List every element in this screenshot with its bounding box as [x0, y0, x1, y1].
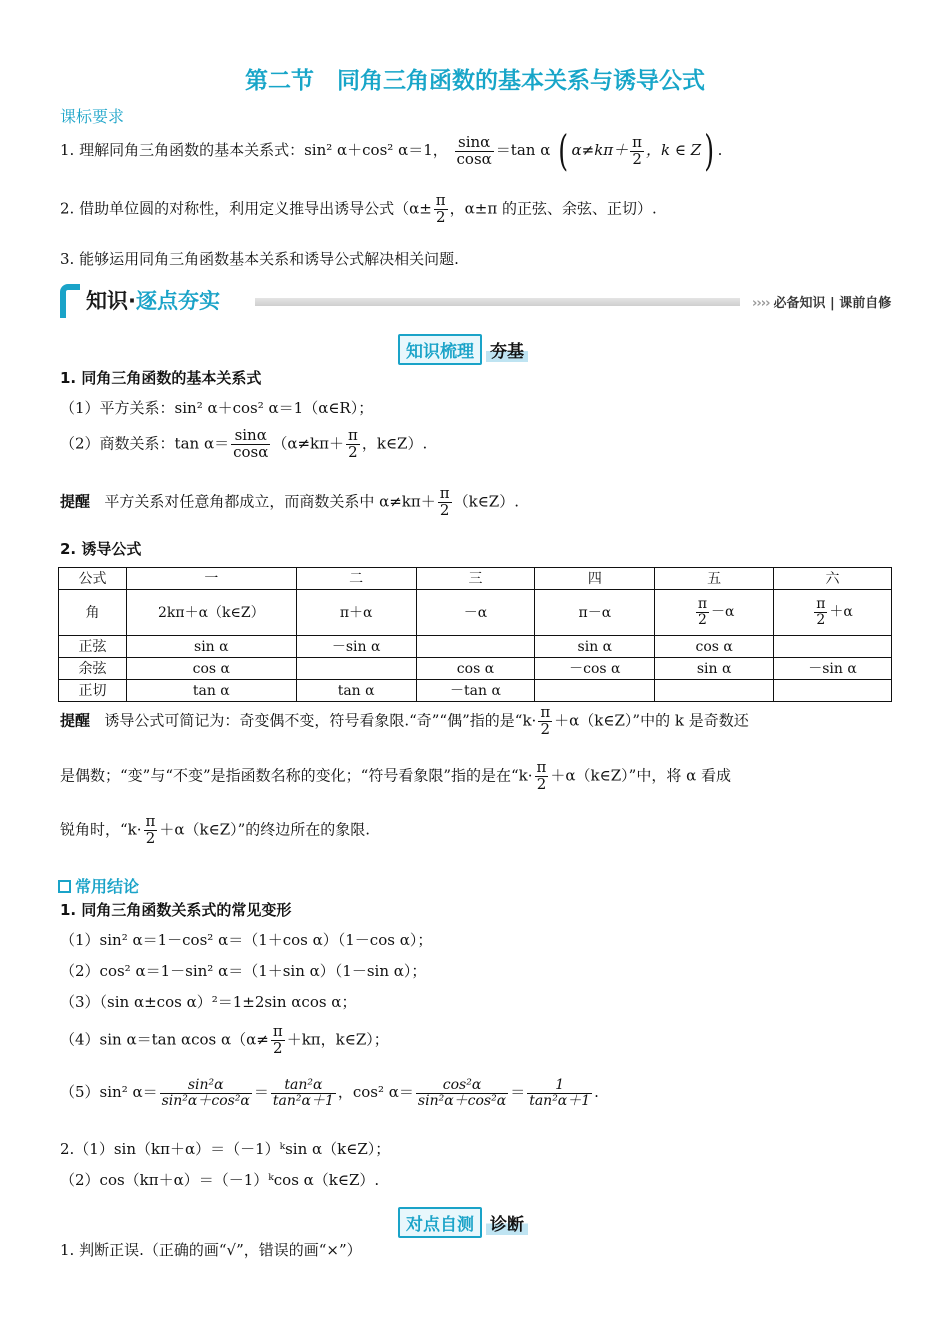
tip-1: 提醒 平方关系对任意角都成立，而商数关系中 α≠kπ＋ $\frac{\pi}{2}$ （k∈Z）.: [60, 484, 519, 519]
table-cell: 一: [126, 568, 296, 590]
table-header-row: [59, 568, 892, 590]
table-cell: 正弦: [59, 636, 127, 658]
table-cell: [774, 636, 892, 658]
section1-heading: 1. 同角三角函数的基本关系式: [60, 369, 262, 387]
sin-over-cos-fraction: $\frac{\sin\alpha}{\cos\alpha}$: [456, 132, 492, 168]
quotient-relation: （2）商数关系：tan α＝ $\frac{\sin\alpha}{\cos\alpha}$ （α≠kπ＋ $\frac{\pi}{2}$ ，k∈Z）.: [60, 426, 428, 461]
banner-bar: [255, 298, 740, 306]
common-line5: （5）sin² α＝ $\frac{\text{sin²α}}{\text{sin²α＋cos²α}}$ ＝ $\frac{\text{tan²α}}{\text{tan²α＋1}}$ ，cos² α＝ $\frac{\text{cos²α}}{\text{sin²α＋cos²α}}$ ＝ $\frac{1}{\text{tan²α＋1}}$ .: [60, 1077, 599, 1109]
page-title: 第二节 同角三角函数的基本关系与诱导公式: [245, 68, 705, 94]
table-cell: cos α: [416, 658, 535, 680]
common-line7: （2）cos（kπ＋α）＝（－1）ᵏcos α（k∈Z）.: [60, 1171, 380, 1189]
banner-right-text: ›››› 必备知识 | 课前自修: [752, 296, 892, 311]
common-line4: （4）sin α＝tan αcos α（α≠ $\frac{\pi}{2}$ ＋kπ，k∈Z）；: [60, 1022, 389, 1057]
pi-over-2-fraction: $\frac{\pi}{2}$: [435, 191, 446, 226]
tag-self-test: 对点自测 诊断: [398, 1207, 528, 1238]
question-1: 1. 判断正误.（正确的画“√”，错误的画“×”）: [60, 1241, 362, 1259]
square-relation: （1）平方关系：sin² α＋cos² α＝1（α∈R）；: [60, 399, 374, 417]
table-cell: [535, 680, 655, 702]
common-line1: （1）sin² α＝1－cos² α＝（1＋cos α）（1－cos α）；: [60, 931, 433, 949]
table-cell: π－α: [535, 590, 655, 636]
table-cell: 六: [774, 568, 892, 590]
table-cell: cos α: [126, 658, 296, 680]
table-cell: tan α: [296, 680, 416, 702]
pi-over-2-fraction: $\frac{\pi}{2}$: [632, 132, 643, 168]
common-line3: （3）（sin α±cos α）²＝1±2sin αcos α；: [60, 993, 357, 1011]
table-cell: cos α: [655, 636, 774, 658]
table-cell: 四: [535, 568, 655, 590]
table-row-sin: [59, 636, 892, 658]
table-cell: 二: [296, 568, 416, 590]
table-cell: 2kπ＋α（k∈Z）: [126, 590, 296, 636]
table-cell: －cos α: [535, 658, 655, 680]
table-cell: 角: [59, 590, 127, 636]
common-sub1: 1. 同角三角函数关系式的常见变形: [60, 901, 292, 919]
common-line6: 2.（1）sin（kπ＋α）＝（－1）ᵏsin α（k∈Z）；: [60, 1140, 391, 1158]
table-cell: －α: [416, 590, 535, 636]
table-cell: $\frac{\pi}{2}$ －α: [655, 590, 774, 636]
section2-heading: 2. 诱导公式: [60, 540, 142, 558]
requirement-2: 2. 借助单位圆的对称性，利用定义推导出诱导公式（α± $\frac{\pi}{2}$ ，α±π 的正弦、余弦、正切）.: [60, 191, 657, 226]
table-row-tan: [59, 680, 892, 702]
common-line2: （2）cos² α＝1－sin² α＝（1＋sin α）（1－sin α）；: [60, 962, 427, 980]
square-icon: [58, 880, 71, 893]
table-cell: 五: [655, 568, 774, 590]
table-cell: tan α: [126, 680, 296, 702]
table-cell: 余弦: [59, 658, 127, 680]
table-cell: sin α: [126, 636, 296, 658]
table-cell: 公式: [59, 568, 127, 590]
table-cell: －sin α: [296, 636, 416, 658]
chevrons-icon: ››››: [752, 296, 770, 311]
induction-table: [58, 567, 892, 702]
requirement-1: 1. 理解同角三角函数的基本关系式：sin² α＋cos² α＝1， $\frac{\sin\alpha}{\cos\alpha}$ ＝tan α ( α≠kπ＋ $\frac{\pi}{2}$ ，k ∈ Z) .: [60, 126, 723, 175]
tip-2-line3: 锐角时，“k· $\frac{\pi}{2}$ ＋α（k∈Z）”的终边所在的象限.: [60, 812, 371, 847]
table-cell: [655, 680, 774, 702]
table-cell: [416, 636, 535, 658]
tag-knowledge-summary: 知识梳理 夯基: [398, 334, 528, 365]
table-cell: [774, 680, 892, 702]
tip-2-line1: 提醒 诱导公式可简记为：奇变偶不变，符号看象限.“奇”“偶”指的是“k· $\frac{\pi}{2}$ ＋α（k∈Z）”中的 k 是奇数还: [60, 703, 749, 738]
table-cell: －tan α: [416, 680, 535, 702]
common-conclusions-heading: 常用结论: [58, 874, 139, 897]
table-cell: sin α: [655, 658, 774, 680]
table-row-angle: [59, 590, 892, 636]
table-row-cos: [59, 658, 892, 680]
table-cell: [296, 658, 416, 680]
tip-2-line2: 是偶数；“变”与“不变”是指函数名称的变化；“符号看象限”指的是在“k· $\frac{\pi}{2}$ ＋α（k∈Z）”中，将 α 看成: [60, 758, 731, 793]
requirement-3: 3. 能够运用同角三角函数基本关系和诱导公式解决相关问题.: [60, 250, 459, 268]
table-cell: 正切: [59, 680, 127, 702]
banner-label: 知识·逐点夯实: [86, 289, 220, 313]
table-cell: 三: [416, 568, 535, 590]
section-banner: [60, 282, 892, 322]
table-cell: sin α: [535, 636, 655, 658]
requirements-heading: 课标要求: [60, 107, 125, 126]
table-cell: $\frac{\pi}{2}$ ＋α: [774, 590, 892, 636]
table-cell: π＋α: [296, 590, 416, 636]
table-cell: －sin α: [774, 658, 892, 680]
